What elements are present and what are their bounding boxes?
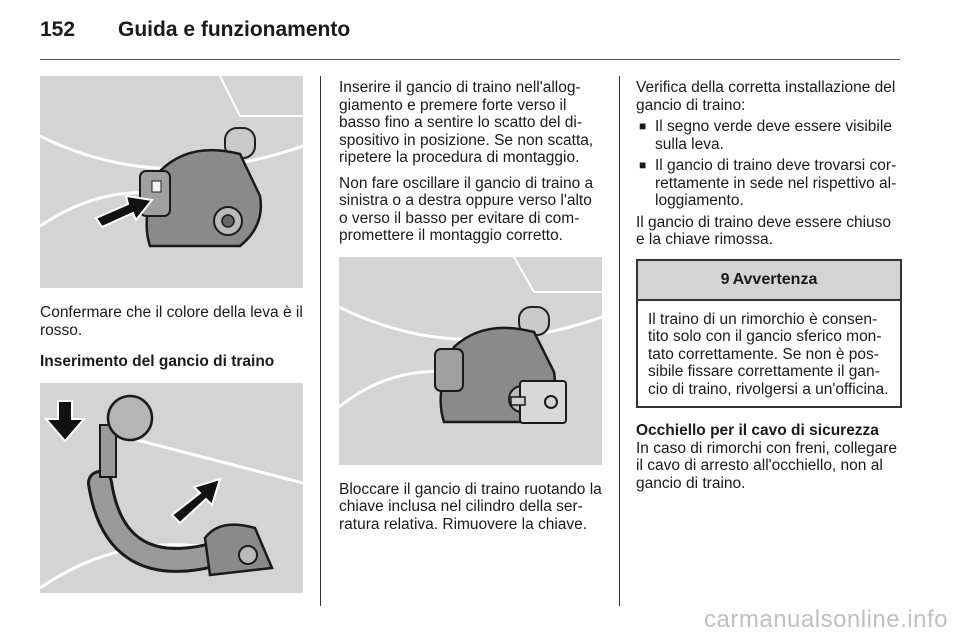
bullet-square-icon: ■	[639, 119, 647, 133]
header-rule	[40, 59, 900, 60]
warning-icon: 9	[720, 270, 730, 288]
page-number: 152	[40, 18, 76, 41]
paragraph-insert-towbar: Inserire il gancio di traino nell'alloggiamento e premere forte verso il basso fino a sentire lo scatto del dispositivo in posizione. Se non scatta, ripetere la procedura di montaggio.	[339, 79, 594, 166]
column-2	[339, 79, 602, 533]
warning-title: Avvertenza	[732, 270, 818, 288]
column-3	[636, 79, 902, 492]
subheading-safety-cable-eye: Occhiello per il cavo di sicurezza	[636, 422, 879, 439]
watermark: carmanualsonline.info	[704, 606, 948, 633]
subheading-towbar-insertion: Inserimento del gancio di traino	[40, 353, 275, 370]
list-item: ■ Il gancio di traino deve trovarsi correttamente in sede nel rispettivo alloggiamento.	[639, 157, 897, 209]
column-divider-2	[619, 76, 620, 606]
warning-header	[638, 261, 900, 301]
list-item: ■ Il segno verde deve essere visibile sulla leva.	[639, 118, 892, 153]
paragraph-lock-towbar: Bloccare il gancio di traino ruotando la chiave inclusa nel cilindro della serratura relativa. Rimuovere la chiave.	[339, 480, 602, 533]
paragraph-hook-closed: Il gancio di traino deve essere chiuso e la chiave rimossa.	[636, 213, 892, 248]
section-title: Guida e funzionamento	[118, 18, 351, 41]
paragraph-safety-cable: In caso di rimorchi con freni, collegare il cavo di arresto all'occhiello, non al gancio di traino.	[636, 439, 898, 492]
column-divider-1	[320, 76, 321, 606]
page-header	[40, 18, 350, 48]
paragraph-verify-intro: Verifica della corretta installazione del gancio di traino:	[636, 79, 896, 114]
column-1	[40, 76, 303, 593]
figure-lever-position	[40, 76, 303, 288]
paragraph-do-not-swing: Non fare oscillare il gancio di traino a sinistra o a destra oppure verso l'alto o verso il basso per evitare di compromettere il montaggio corretto.	[339, 174, 594, 244]
warning-box	[636, 259, 902, 409]
warning-body: Il traino di un rimorchio è consentito solo con il gancio sferico montato correttamente. Se non è possibile fissare correttamente il gancio di traino, rivolgersi a un'officina.	[648, 310, 889, 398]
bullet-square-icon: ■	[639, 158, 647, 172]
verify-checklist	[636, 118, 902, 210]
figure-towbar-insertion	[40, 383, 303, 593]
figure-caption-lever: Confermare che il colore della leva è il rosso.	[40, 304, 303, 339]
figure-lock-with-key	[339, 257, 602, 465]
